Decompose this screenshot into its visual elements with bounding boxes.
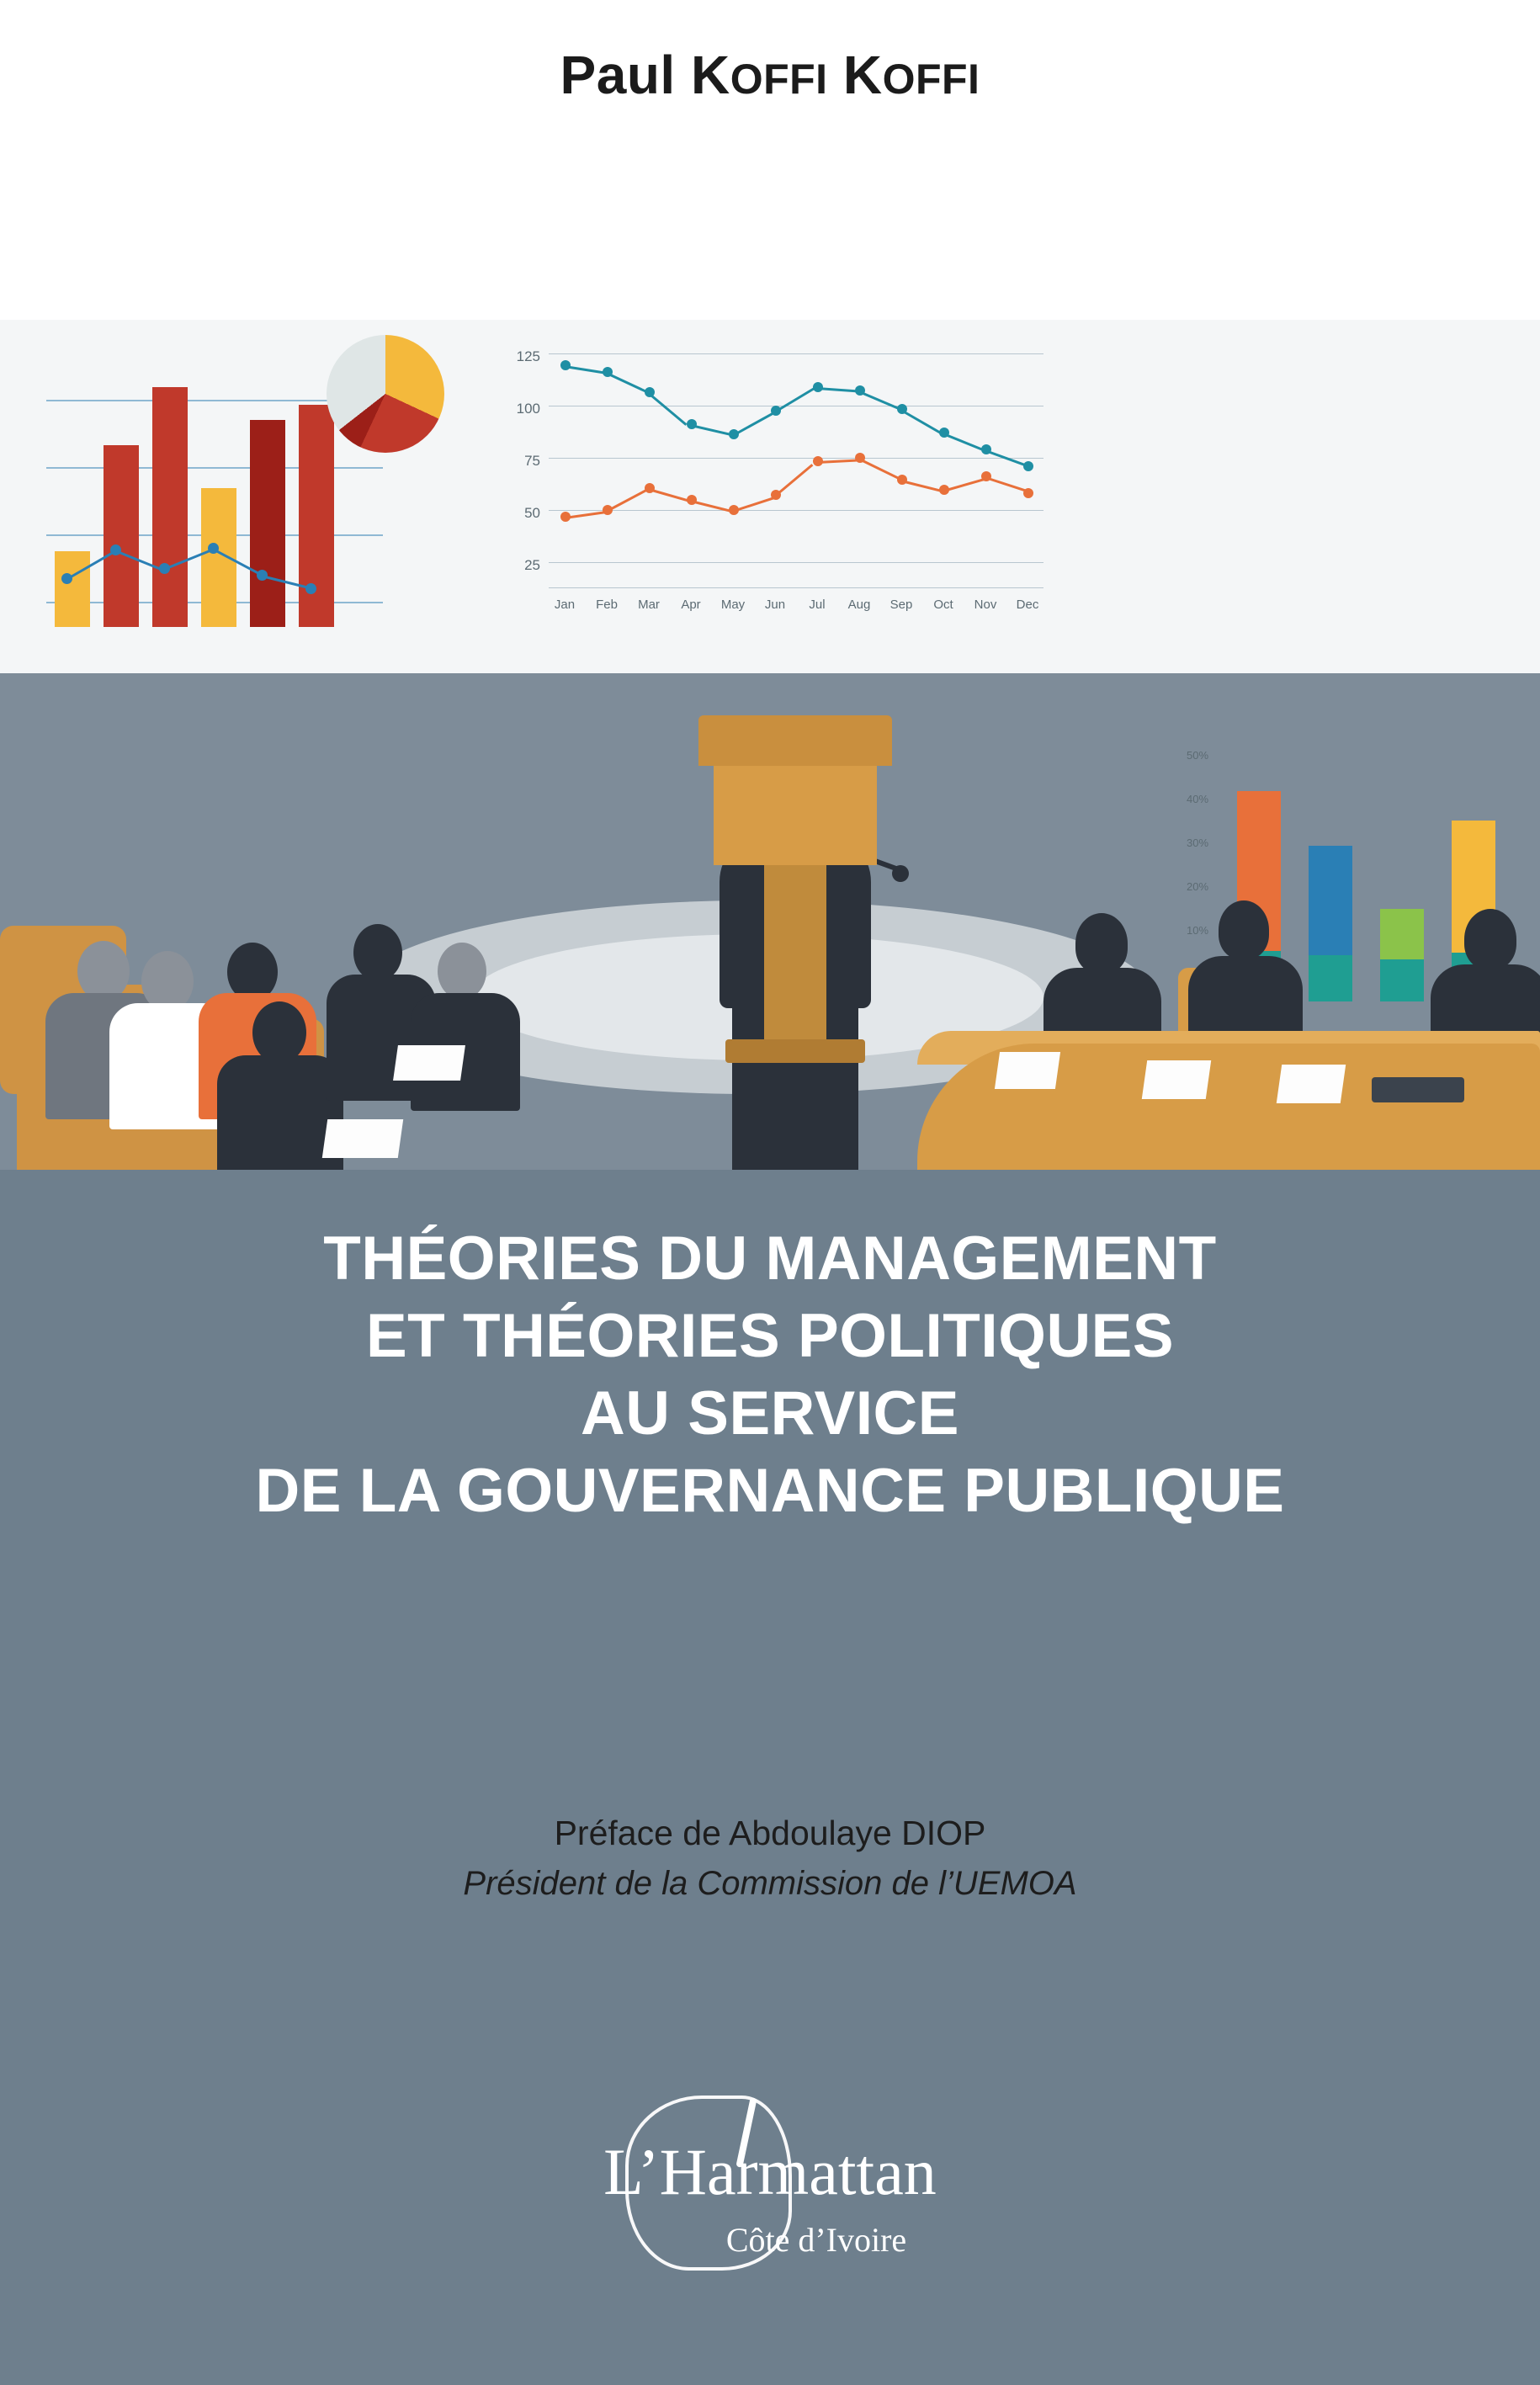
preface-author-role: Président de la Commission de l’UEMOA	[463, 1865, 1077, 1902]
author-name	[0, 44, 1540, 106]
ytick-50: 50	[524, 505, 540, 521]
ytick-100: 100	[516, 401, 540, 417]
xtick-mar: Mar	[638, 598, 660, 612]
publisher-country: Côte d’Ivoire	[725, 2221, 907, 2259]
audience-head	[438, 943, 486, 1000]
preface-block	[0, 1814, 1540, 1903]
title-area	[0, 1170, 1540, 2385]
xtick-oct: Oct	[933, 598, 953, 612]
xtick-jan: Jan	[554, 598, 576, 612]
title-line-2: ET THÉORIES POLITIQUES	[365, 1301, 1175, 1370]
title-line-3: AU SERVICE	[581, 1378, 959, 1447]
ytick-125: 125	[516, 348, 540, 364]
book-title	[0, 1220, 1540, 1530]
cover-illustration	[0, 320, 1540, 1170]
audience-paper	[322, 1119, 403, 1158]
xtick-may: May	[720, 598, 746, 612]
pie-chart	[327, 335, 444, 453]
author-last-name-2-initial: K	[842, 45, 883, 105]
audience-paper	[393, 1045, 465, 1081]
podium	[698, 715, 892, 1102]
ytick-30pct: 30%	[1187, 837, 1209, 849]
audience-head	[252, 1001, 306, 1064]
ytick-20pct: 20%	[1187, 880, 1209, 893]
xtick-dec: Dec	[1016, 598, 1039, 612]
xtick-feb: Feb	[596, 598, 618, 612]
xtick-aug: Aug	[847, 598, 871, 612]
title-line-1: THÉORIES DU MANAGEMENT	[323, 1224, 1217, 1293]
author-first-name: Paul	[560, 45, 676, 105]
microphone-head	[892, 865, 909, 882]
xtick-jul: Jul	[809, 598, 826, 612]
xtick-sep: Sep	[889, 598, 913, 612]
panel-paper	[1142, 1060, 1211, 1099]
panelist-head	[1075, 913, 1128, 974]
panel-paper	[1277, 1065, 1346, 1103]
panel-paper	[995, 1052, 1060, 1089]
panelist-head	[1464, 909, 1516, 969]
ytick-75: 75	[524, 453, 540, 469]
audience-head	[353, 924, 402, 981]
author-last-name-1-initial: K	[690, 45, 730, 105]
ytick-10pct: 10%	[1187, 924, 1209, 937]
xtick-nov: Nov	[974, 598, 997, 612]
ytick-25: 25	[524, 557, 540, 573]
publisher-name: L’Harmattan	[603, 2135, 937, 2208]
preface-author: Préface de Abdoulaye DIOP	[554, 1814, 986, 1852]
publisher-logo	[551, 2087, 989, 2297]
panelist-head	[1219, 900, 1269, 959]
title-line-4: DE LA GOUVERNANCE PUBLIQUE	[255, 1456, 1285, 1525]
ytick-40pct: 40%	[1187, 793, 1209, 805]
xtick-jun: Jun	[764, 598, 786, 612]
ytick-50pct: 50%	[1187, 749, 1209, 762]
author-last-name-2-rest: OFFI	[882, 56, 980, 103]
monthly-line-chart	[505, 348, 1043, 631]
panel-laptop	[1372, 1077, 1464, 1102]
xtick-apr: Apr	[681, 598, 701, 612]
author-last-name-1-rest: OFFI	[730, 56, 828, 103]
